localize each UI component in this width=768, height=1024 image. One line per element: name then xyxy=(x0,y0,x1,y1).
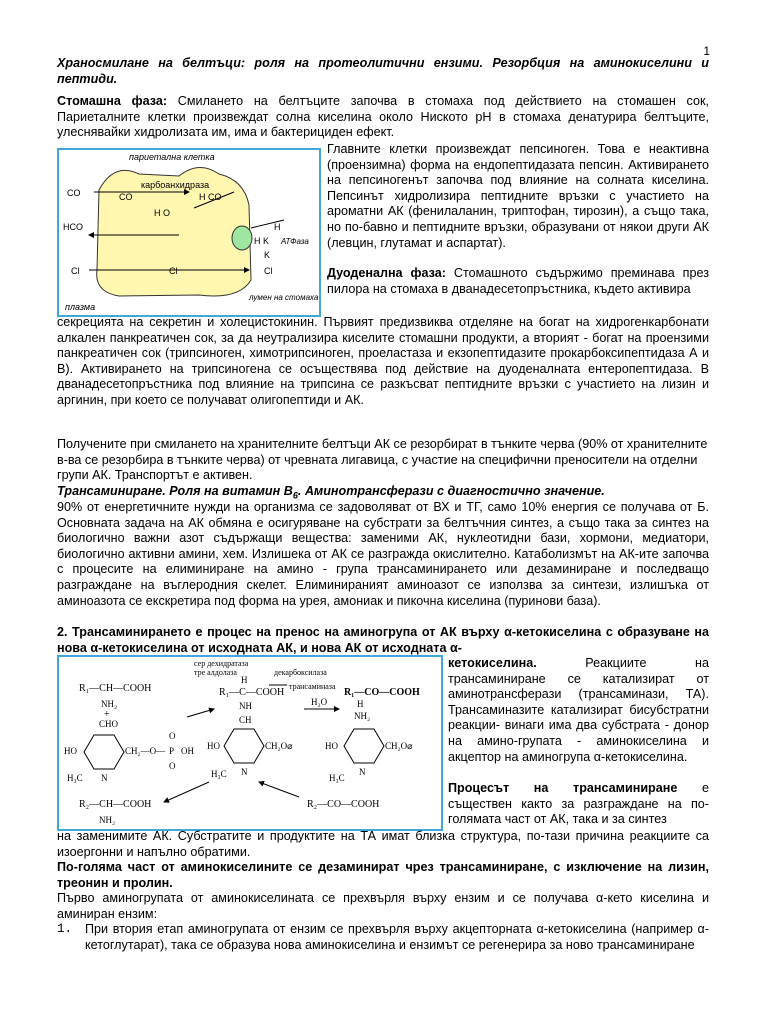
phosphate-o-bottom: O xyxy=(169,761,176,771)
plasma-label: плазма xyxy=(65,302,96,312)
point-2-heading: 2. Трансаминирането е процес на пренос на аминогрупа от АК върху α-кетокиселина с образуване на нова α-кетокиселина от исходната АК, и нова АК от исходната α- xyxy=(57,625,709,655)
absorption-paragraph: Получените при смилането на хранителните белтъци АК се резорбират в тънките черва (90% от хранителните в-ва се резорбира в тънките черва) от чревната лигавица, с участие на специфични преносители на отделни групи АК. Транспортът е активен. xyxy=(57,437,708,483)
cl-mid-label: Cl xyxy=(169,266,178,276)
h3c-2: H₃C xyxy=(211,769,227,779)
h3c-3: H₃C xyxy=(329,773,345,783)
step-2-paragraph: При втория етап аминогрупата от ензим се прехвърля върху акцепторната α-кетокиселина (например α-кетоглутарат), така се образува нова аминокиселина и ензимът се регенерира за ново трансаминиране xyxy=(85,922,709,952)
transamination-diagram xyxy=(59,657,441,829)
heading-part-a: Трансаминиране. Роля на витамин В xyxy=(57,484,293,498)
return-arrow-left xyxy=(164,782,209,802)
cl-right-label: Cl xyxy=(264,266,273,276)
duodenal-intro xyxy=(327,266,709,297)
pyridine-ring-3 xyxy=(344,729,384,763)
pyridine-ring-1 xyxy=(84,735,124,769)
gastric-paragraph xyxy=(57,94,709,141)
schiff-arrow xyxy=(187,709,214,717)
process-heading: Процесът на трансаминиране xyxy=(448,781,678,795)
co2-left-label: CO xyxy=(67,188,81,198)
ch2-3: H xyxy=(357,699,364,709)
cho-label: CHO xyxy=(99,719,119,729)
h3c-1: H₃C xyxy=(67,773,83,783)
schiff-h: H xyxy=(241,675,248,685)
transaminase-label: трансаминаза xyxy=(289,682,336,691)
page-title: Храносмилане на белтъци: роля на протеолитични ензими. Резорбция на аминокиселини и пептиди. xyxy=(57,56,709,86)
list-marker: 1. xyxy=(57,922,73,936)
keto-acid-1: R₁—CO—COOH xyxy=(344,687,420,698)
pepsin-paragraph: Главните клетки произвеждат пепсиноген. Това е неактивна (проензимна) форма на ендопептидазата пепсин. Активирането на пепсиногенът започва под влияние на солната киселина. Пепсинът хидролизира пептидните връзки с участието на ароматни АК (фенилаланин, триптофан, тирозин), а също така, но по-бавно и пептидните връзки, образувани от някои други АК (левцин, глутамат и аспартат). xyxy=(327,142,709,250)
bold-paragraph: По-голяма част от аминокиселините се дезаминират чрез трансаминиране, с изключение на лизин, треонин и пролин. xyxy=(57,860,709,890)
page-number: 1 xyxy=(703,44,710,58)
pyridine-ring-2 xyxy=(224,729,264,763)
ser-dehydratase-label: сер дехидратаза xyxy=(194,659,249,668)
ch2ophi-3: CH₂O⌀ xyxy=(385,741,413,751)
point-2-side-text xyxy=(448,656,709,765)
plus-sign: + xyxy=(104,709,110,720)
return-arrow-right xyxy=(259,782,299,797)
transamination-figure xyxy=(57,655,443,831)
n-3: N xyxy=(359,767,366,777)
nh2-1: NH₂ xyxy=(101,699,118,709)
co2-right-label: CO xyxy=(119,192,133,202)
phosphate-p: P xyxy=(169,746,175,756)
schiff-base: R₁—C—COOH xyxy=(219,687,285,698)
h2co3-label: H CO xyxy=(199,192,222,202)
lumen-label: лумен на стомаха xyxy=(249,293,319,302)
reactions-text: Реакциите на трансаминиране се катализират от аминотрансферази (трансаминази, ТА). Трансаминазите катализират бисубстратни реакции- винаги има два субстрата - донор на амино-групата - аминокиселина и акцептор на аминогрупа α-кетокиселина. xyxy=(448,656,709,764)
heading-part-b: . Аминотрансферази с диагностично значение. xyxy=(297,484,605,498)
parietal-cell-figure xyxy=(57,148,321,317)
h-plus-label: H xyxy=(274,222,281,232)
nh2-3: NH₂ xyxy=(354,711,371,721)
cl-left-label: Cl xyxy=(71,266,80,276)
continuation-paragraph: на заменимите АК. Субстратите и продуктите на ТА имат близка структура, по-тази причина реакциите са изоергонни и напълно обратими. xyxy=(57,829,709,859)
hco3-label: HCO xyxy=(63,222,83,232)
process-paragraph xyxy=(448,781,709,828)
n-2: N xyxy=(241,767,248,777)
schiff-nh: NH xyxy=(239,701,252,711)
gastric-heading: Стомашна фаза: xyxy=(57,94,168,108)
ho-3: HO xyxy=(325,741,338,751)
atpase-pump xyxy=(232,226,252,250)
energy-paragraph: 90% от енергетичните нужди на организма се задоволяват от ВХ и ТГ, само 10% енергия се получава от Б. Основната задача на АК обмяна е осигуряване на субстрати за белтъчния синтез, а също така за синтез на биологично важни азот съдържащи вещества: заменими АК, нуклеотидни бази, хормони, медиатори, биологично активни амини, хем. Излишека от АК се разгражда окислително. Катаболизмът на АК-ите започва с процесите на елиминиране на амино - група трансаминирането или дезаминиране и последващо разграждане на въглеродния скелет. Елиминираният аминоазот се използва за синтези, излишъка от аминоазота се екскретира под форма на урея, амониак и пикочна киселина (пуринови база). xyxy=(57,500,709,608)
duodenal-heading: Дуоденална фаза: xyxy=(327,266,446,280)
n-1: N xyxy=(101,773,108,783)
keto-acid-word: кетокиселина. xyxy=(448,656,537,670)
amino-acid-1: R₁—CH—COOH xyxy=(79,683,152,694)
duodenal-text-short: Стомашното съдържимо преминава през пилора на стомаха в дванадесетопръстника, където активира xyxy=(327,266,709,296)
parietal-cell-diagram xyxy=(59,150,319,315)
hk-label: H K xyxy=(254,236,270,246)
ho-2: HO xyxy=(207,741,220,751)
phosphate-o-top: O xyxy=(169,731,176,741)
nh2-2: NH₂ xyxy=(99,815,116,825)
k-plus-label: K xyxy=(264,250,271,260)
gastric-text: Смилането на белтъците започва в стомаха под действието на стомашен сок, Париеталните клетки произвеждат солна киселина около Ниското pH в стомаха денатурира белтъците, улеснявайки хидролизата им, има и бактерициден ефект. xyxy=(57,94,709,140)
amino-acid-2: R₂—CH—COOH xyxy=(79,799,152,810)
heading-subscript: 6 xyxy=(292,490,298,501)
thr-aldolase-label: тре алдолаза xyxy=(194,668,237,677)
process-text: е съществен както за разграждане на по-голямата част от АК, така и за синтез xyxy=(448,781,709,827)
phosphate-oh: OH xyxy=(181,746,194,756)
enzyme-label: карбоанхидраза xyxy=(141,180,210,190)
decarboxylase-label: декарбоксилаза xyxy=(274,668,327,677)
ho-1: HO xyxy=(64,746,77,756)
duodenal-paragraph: секрецията на секретин и холецистокинин. Първият предизвиква отделяне на богат на хидрогенкарбонати алкален панкреатичен сок, за да неутрализира киселите стомашни продукти, а вторият - богат на проензими панкреатичен сок (трипсиноген, химотрипсиноген, проеластаза и екзопептидазите прокарбоксипептидаза А и В). Активирането на трипсиногена се осъществява под действие на дуоденалната ентеропептидаза. В дванадесетопръстника под влияние на трипсина се разкъсват пептидните връзки с участието на лизин и аргинин, при което се получават олигопептиди и АК. xyxy=(57,315,709,407)
keto-acid-2: R₂—CO—COOH xyxy=(307,799,380,810)
h2o-label: H O xyxy=(154,208,171,218)
cell-label: париетална клетка xyxy=(129,152,215,162)
h2o-label: H₂O xyxy=(311,697,328,707)
schiff-ch: CH xyxy=(239,715,252,725)
atpase-label: АТФаза xyxy=(281,237,309,246)
ch2ophi-2: CH₂O⌀ xyxy=(265,741,293,751)
ch2o-label: CH₂—O— xyxy=(125,746,166,756)
step-1-paragraph: Първо аминогрупата от аминокиселината се прехвърля върху ензим и се получава α-кето киселина и аминиран ензим: xyxy=(57,891,709,921)
